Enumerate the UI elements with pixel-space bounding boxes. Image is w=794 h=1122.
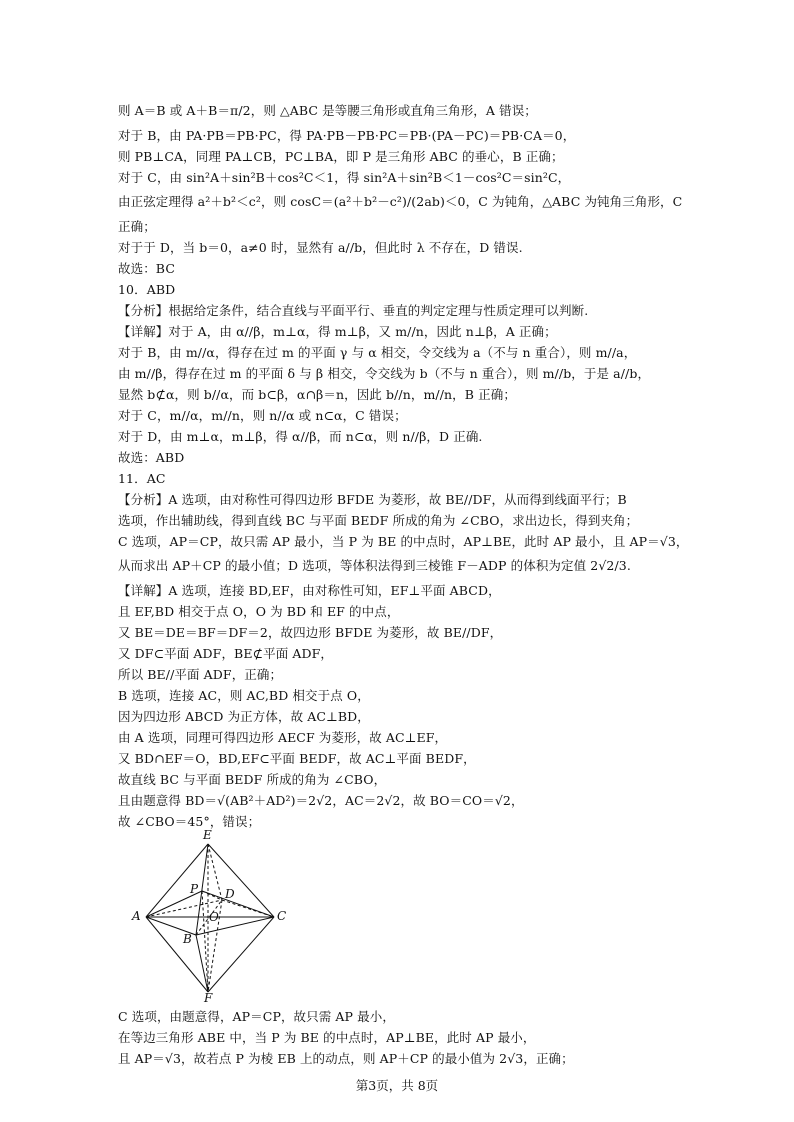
text-line: 对于 B，由 m//α，得存在过 m 的平面 γ 与 α 相交，令交线为 a（不与 n 重合），则 m//a， — [118, 345, 637, 360]
text-line: 选项，作出辅助线，得到直线 BC 与平面 BEDF 所成的角为 ∠CBO，求出边长，得到夹角； — [118, 513, 639, 528]
text-line: 对于 C，m//α，m//n，则 n//α 或 n⊂α，C 错误； — [118, 408, 407, 423]
edge-EC — [208, 844, 274, 917]
label-F: F — [204, 991, 213, 1005]
text-line: 又 DF⊂平面 ADF，BE⊄平面 ADF， — [118, 646, 334, 661]
text-line: 且 EF,BD 相交于点 O，O 为 BD 和 EF 的中点， — [118, 604, 400, 619]
text-line: 由 m//β，得存在过 m 的平面 δ 与 β 相交，令交线为 b（不与 n 重合），则 m//b，于是 a//b， — [118, 366, 651, 381]
text-line: C 选项，由题意得，AP＝CP，故只需 AP 最小， — [118, 1009, 395, 1024]
text-line: 【分析】根据给定条件，结合直线与平面平行、垂直的判定定理与性质定理可以判断. — [118, 303, 589, 318]
question-number: 10．ABD — [118, 282, 176, 297]
text-line: 【详解】对于 A，由 α//β，m⊥α，得 m⊥β，又 m//n，因此 n⊥β，A 正确； — [118, 324, 557, 339]
text-line: 故选：BC — [118, 261, 175, 276]
text-line: 且由题意得 BD＝√(AB²＋AD²)＝2√2，AC＝2√2，故 BO＝CO＝√2， — [118, 793, 524, 808]
octahedron-figure — [124, 828, 294, 1005]
solution-text — [118, 97, 698, 1069]
label-O: O — [209, 910, 219, 924]
edge-EA — [146, 844, 208, 917]
text-line: 故直线 BC 与平面 BEDF 所成的角为 ∠CBO， — [118, 772, 387, 787]
text-line: 在等边三角形 ABE 中，当 P 为 BE 的中点时，AP⊥BE，此时 AP 最小， — [118, 1030, 536, 1045]
text-line: 对于 B，由 PA·PB＝PB·PC，得 PA·PB－PB·PC＝PB·(PA－PC)＝PB·CA＝0， — [118, 128, 576, 143]
label-A: A — [132, 909, 141, 923]
label-D: D — [225, 887, 235, 901]
text-line: B 选项，连接 AC，则 AC,BD 相交于点 O， — [118, 688, 370, 703]
label-P: P — [190, 882, 199, 896]
text-line: 【分析】A 选项，由对称性可得四边形 BFDE 为菱形，故 BE//DF，从而得到线面平行；B — [118, 492, 627, 507]
text-line: 又 BD∩EF＝O，BD,EF⊂平面 BEDF，故 AC⊥平面 BEDF， — [118, 751, 476, 766]
text-line: 且 AP＝√3，故若点 P 为棱 EB 上的动点，则 AP＋CP 的最小值为 2√3，正确； — [118, 1051, 574, 1066]
text-line: 由 A 选项，同理可得四边形 AECF 为菱形，故 AC⊥EF， — [118, 730, 448, 745]
text-line: 由正弦定理得 a²＋b²＜c²，则 cosC＝(a²＋b²－c²)/(2ab)＜0，C 为钝角，△ABC 为钝角三角形，C — [118, 194, 683, 209]
text-line: 故 ∠CBO＝45°，错误； — [118, 814, 261, 829]
text-line: 显然 b⊄α，则 b//α，而 b⊂β，α∩β＝n，因此 b//n，m//n，B 正确； — [118, 387, 516, 402]
text-line: 从而求出 AP＋CP 的最小值；D 选项，等体积法得到三棱锥 F－ADP 的体积为定值 2√2/3. — [118, 558, 631, 573]
text-line: 对于 C，由 sin²A＋sin²B＋cos²C＜1，得 sin²A＋sin²B＜1－cos²C＝sin²C， — [118, 170, 571, 185]
question-number: 11．AC — [118, 471, 166, 486]
text-line: 对于于 D，当 b＝0，a≠0 时，显然有 a//b，但此时 λ 不存在，D 错误. — [118, 240, 523, 255]
text-line: 则 A＝B 或 A＋B＝π/2，则 △ABC 是等腰三角形或直角三角形，A 错误； — [118, 103, 537, 118]
text-line: 正确； — [118, 219, 156, 234]
text-line: C 选项，AP＝CP，故只需 AP 最小，当 P 为 BE 的中点时，AP⊥BE，此时 AP 最小，且 AP＝√3， — [118, 534, 689, 549]
text-line: 对于 D，由 m⊥α，m⊥β，得 α//β，而 n⊂α，则 n//β，D 正确. — [118, 429, 483, 444]
page-footer: 第3页，共 8页 — [355, 1078, 439, 1093]
text-line: 所以 BE//平面 ADF，正确； — [118, 667, 283, 682]
text-line: 则 PB⊥CA，同理 PA⊥CB，PC⊥BA，即 P 是三角形 ABC 的垂心，B 正确； — [118, 149, 564, 164]
label-B: B — [183, 932, 192, 946]
text-line: 故选：ABD — [118, 450, 185, 465]
text-line: 因为四边形 ABCD 为正方体，故 AC⊥BD， — [118, 709, 370, 724]
text-line: 又 BE＝DE＝BF＝DF＝2，故四边形 BFDE 为菱形，故 BE//DF， — [118, 625, 503, 640]
text-line: 【详解】A 选项，连接 BD,EF，由对称性可知，EF⊥平面 ABCD， — [118, 583, 501, 598]
label-C: C — [277, 909, 287, 923]
label-E: E — [203, 828, 212, 842]
